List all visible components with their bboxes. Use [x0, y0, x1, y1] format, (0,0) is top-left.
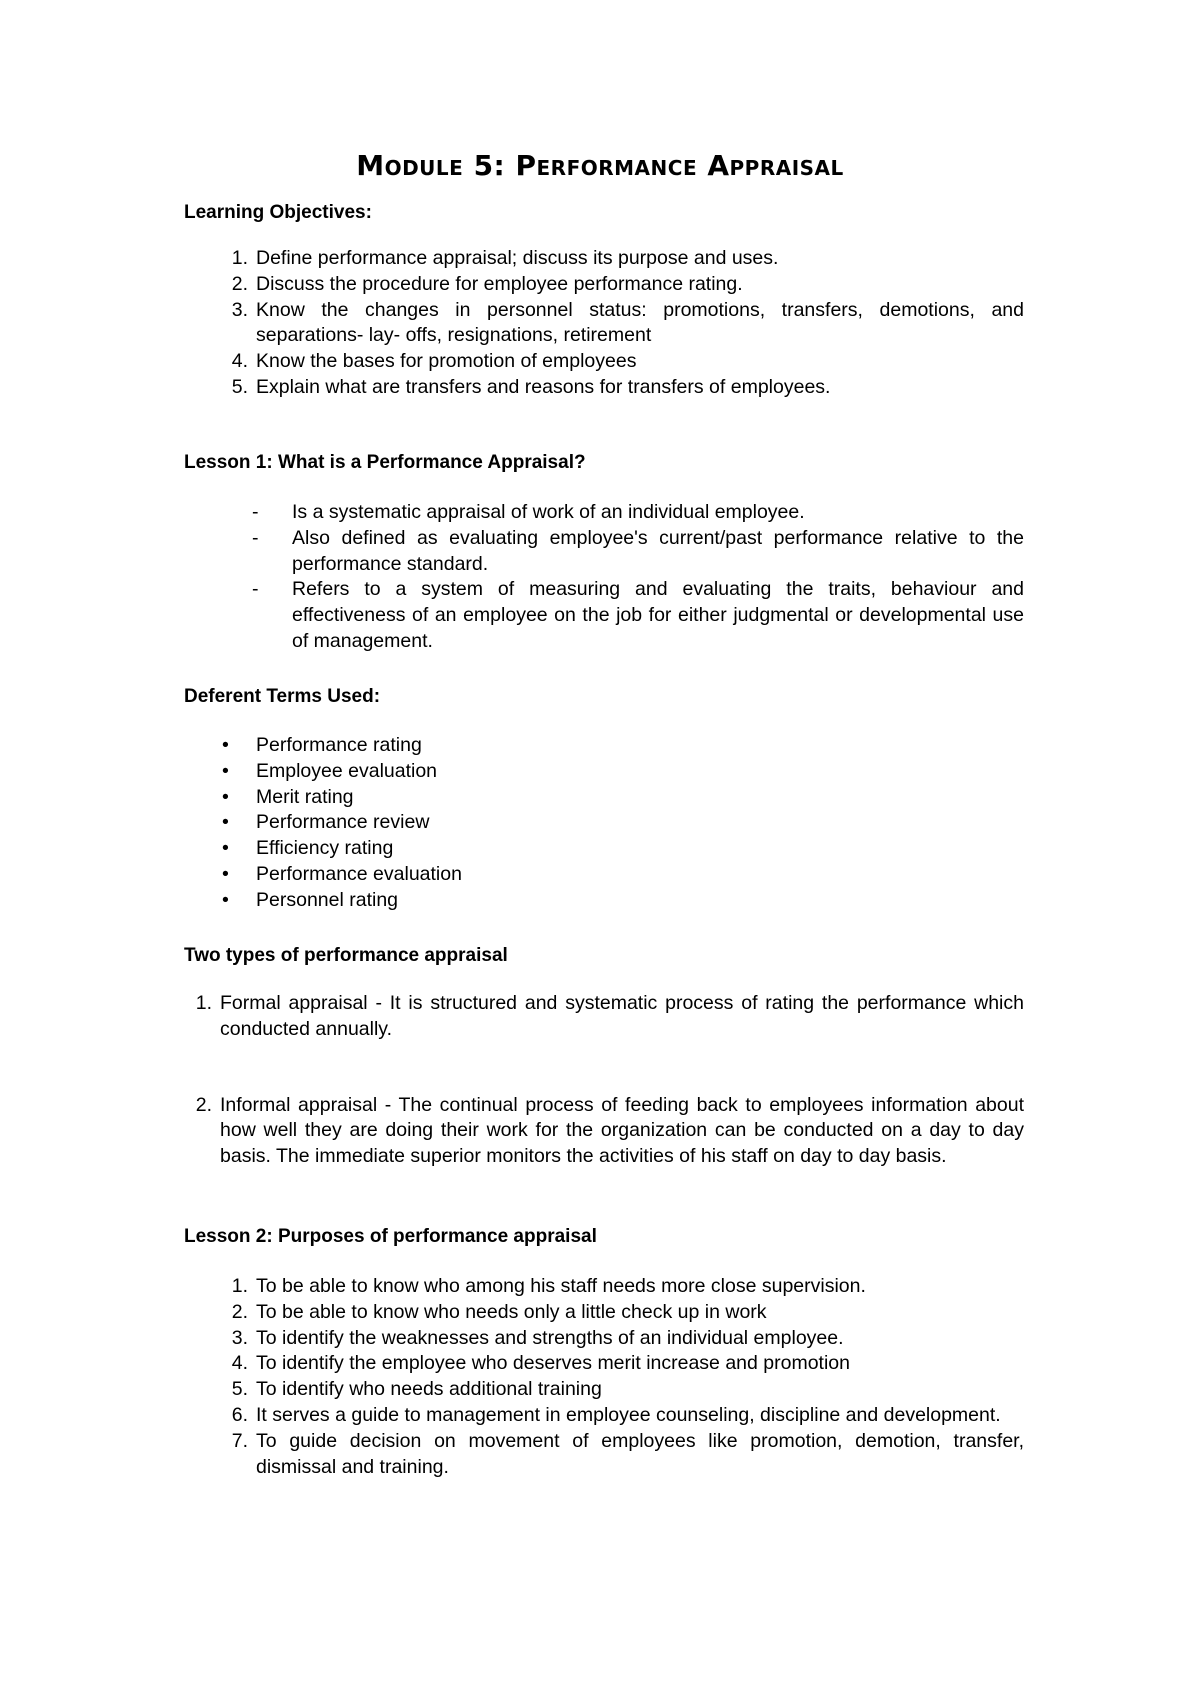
- item-number: 1.: [231, 247, 248, 269]
- list-item: [184, 577, 1024, 654]
- item-number: 4.: [231, 350, 248, 373]
- item-text: Personnel rating: [256, 888, 399, 911]
- page-title: Module 5: Performance Appraisal: [356, 149, 844, 182]
- dash-marker: -: [252, 501, 259, 523]
- lesson1-heading: Lesson 1: What is a Performance Appraisal?: [184, 452, 586, 473]
- types-heading: Two types of performance appraisal: [184, 945, 508, 966]
- item-text: It serves a guide to management in employee counseling, discipline and development.: [256, 1403, 1001, 1426]
- item-text: To identify the weaknesses and strengths of an individual employee.: [256, 1326, 844, 1349]
- item-text: Discuss the procedure for employee performance rating.: [256, 272, 743, 295]
- dash-marker: -: [252, 526, 259, 549]
- item-number: 4.: [231, 1352, 248, 1375]
- list-item: [184, 349, 1024, 375]
- dash-marker: -: [252, 578, 259, 601]
- item-number: 7.: [231, 1429, 248, 1452]
- list-item: [184, 1377, 1024, 1403]
- list-item: [184, 810, 1024, 836]
- item-text: Refers to a system of measuring and evaluating the traits, behaviour and effectiveness of an employee on the job for either judgmental or developmental use of management.: [292, 578, 1024, 652]
- item-number: 6.: [231, 1403, 248, 1426]
- list-item: [184, 1300, 1024, 1326]
- item-text: Know the changes in personnel status: promotions, transfers, demotions, and separations- lay- offs, resignations, retirement: [256, 298, 1024, 347]
- list-item: [184, 862, 1024, 888]
- item-text: To identify who needs additional training: [256, 1378, 602, 1401]
- item-text: To be able to know who needs only a little check up in work: [256, 1300, 767, 1323]
- bullet-marker: •: [222, 888, 229, 911]
- lesson2-heading: Lesson 2: Purposes of performance appraisal: [184, 1226, 597, 1247]
- bullet-marker: •: [222, 759, 229, 782]
- item-number: 3.: [231, 1326, 248, 1349]
- item-number: 5.: [231, 375, 248, 398]
- item-text: Merit rating: [256, 785, 354, 808]
- bullet-marker: •: [222, 837, 229, 860]
- item-text: Define performance appraisal; discuss its purpose and uses.: [256, 247, 779, 269]
- list-item: [184, 785, 1024, 811]
- list-item: [184, 1429, 1024, 1481]
- item-text: To be able to know who among his staff needs more close supervision.: [256, 1275, 866, 1297]
- item-number: 2.: [231, 1300, 248, 1323]
- item-number: 3.: [231, 298, 248, 321]
- item-text: To guide decision on movement of employees like promotion, demotion, transfer, dismissal and training.: [256, 1429, 1024, 1478]
- item-number: 5.: [231, 1378, 248, 1401]
- item-text: Performance review: [256, 811, 430, 834]
- list-item: [184, 1274, 1024, 1300]
- item-text: Also defined as evaluating employee's current/past performance relative to the performance standard.: [292, 526, 1024, 575]
- lesson1-list: [184, 500, 1024, 655]
- list-item: [184, 1093, 1024, 1170]
- item-number: 2.: [231, 272, 248, 295]
- item-text: Efficiency rating: [256, 837, 394, 860]
- learning-objectives-heading: Learning Objectives:: [184, 202, 372, 223]
- list-item: [184, 500, 1024, 526]
- item-text: To identify the employee who deserves merit increase and promotion: [256, 1352, 850, 1375]
- lesson2-list: [184, 1274, 1024, 1480]
- terms-heading: Deferent Terms Used:: [184, 686, 381, 707]
- item-number: 1.: [231, 1275, 248, 1297]
- item-text: Explain what are transfers and reasons for transfers of employees.: [256, 375, 831, 398]
- list-item: [184, 1351, 1024, 1377]
- list-item: [184, 733, 1024, 759]
- bullet-marker: •: [222, 811, 229, 834]
- item-number: 1.: [195, 992, 212, 1014]
- bullet-marker: •: [222, 785, 229, 808]
- list-item: [184, 759, 1024, 785]
- item-text: Is a systematic appraisal of work of an individual employee.: [292, 501, 805, 523]
- list-item: [184, 1403, 1024, 1429]
- types-list: [184, 991, 1024, 1170]
- list-item: [184, 1326, 1024, 1352]
- list-item: [184, 298, 1024, 350]
- list-item: [184, 526, 1024, 578]
- item-text: Know the bases for promotion of employees: [256, 350, 637, 373]
- item-text: Performance evaluation: [256, 862, 462, 885]
- list-item: [184, 991, 1024, 1043]
- list-item: [184, 272, 1024, 298]
- learning-objectives-list: [184, 246, 1024, 401]
- item-text: Performance rating: [256, 734, 422, 756]
- bullet-marker: •: [222, 734, 229, 756]
- item-text: Formal appraisal - It is structured and systematic process of rating the performance which conducted annually.: [220, 992, 1024, 1040]
- item-number: 2.: [195, 1093, 212, 1116]
- terms-list: [184, 733, 1024, 914]
- list-item: [184, 375, 1024, 401]
- list-item: [184, 888, 1024, 914]
- item-text: Informal appraisal - The continual process of feeding back to employees information about how well they are doing their work for the organization can be conducted on a day to day basis. The immediate superior monitors the activities of his staff on day to day basis.: [220, 1093, 1024, 1168]
- bullet-marker: •: [222, 862, 229, 885]
- list-item: [184, 246, 1024, 272]
- item-text: Employee evaluation: [256, 759, 438, 782]
- list-item: [184, 836, 1024, 862]
